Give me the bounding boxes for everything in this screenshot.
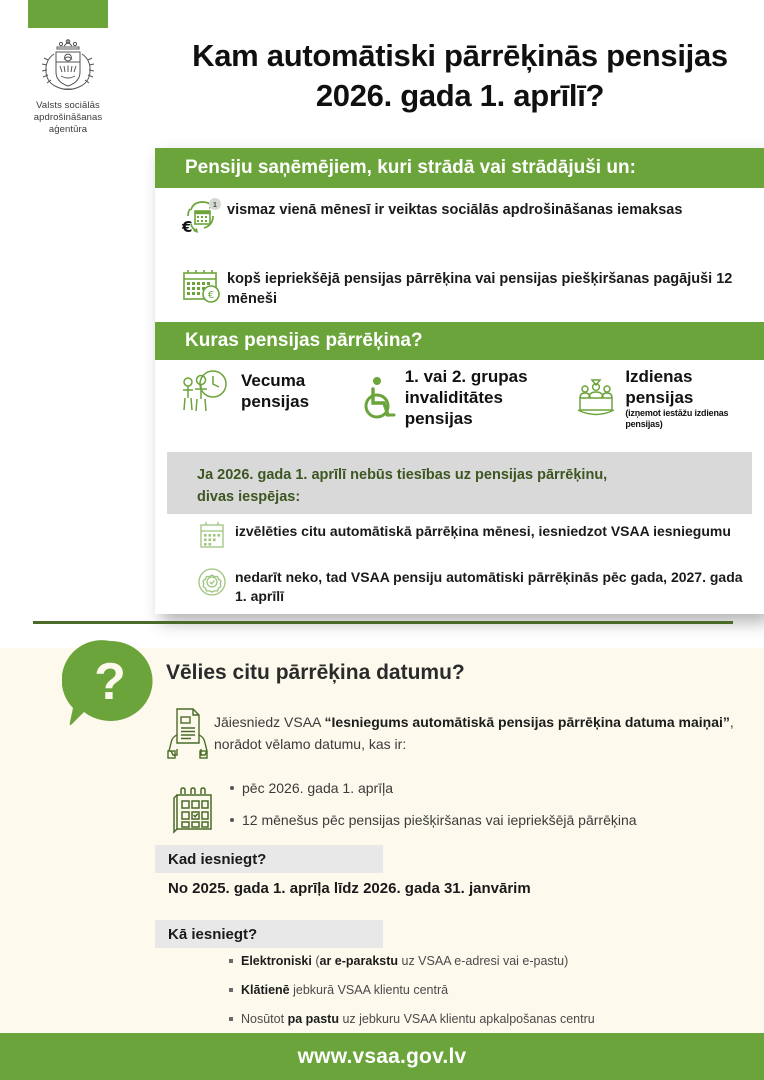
section-header-working-pensioners <box>155 148 764 188</box>
refresh-calendar-euro-icon <box>177 196 227 242</box>
section-header-which-pensions <box>155 322 764 360</box>
when-to-submit-answer: No 2025. gada 1. aprīļa līdz 2026. gada 31. janvārim <box>168 880 531 897</box>
gear-check-icon <box>189 566 235 598</box>
page-title: Kam automātiski pārrēķinās pensijas 2026. gada 1. aprīlī? <box>192 38 728 113</box>
calendar-euro-icon <box>177 265 227 307</box>
doc-text-bold: “Iesniegums automātiskā pensijas pārrēķina datuma maiņai” <box>324 714 730 730</box>
how-item-3-mid: Nosūtot <box>241 1012 288 1026</box>
pension-type-service-note: (izņemot iestāžu izdienas pensijas) <box>625 408 729 429</box>
how-to-item-1 <box>228 952 748 970</box>
pension-type-service <box>573 366 763 430</box>
when-to-submit-label <box>155 845 383 873</box>
date-option-2: 12 mēnešus pēc pensijas piešķiršanas vai iepriekšējā pārrēķina <box>228 810 637 830</box>
doc-text-part1: Jāiesniedz VSAA <box>214 714 325 730</box>
how-to-submit-label-text: Kā iesniegt? <box>168 925 258 943</box>
svg-text:?: ? <box>94 653 126 711</box>
logo-block <box>28 0 108 136</box>
requirement-item-2-text: kopš iepriekšējā pensijas pārrēķina vai pensijas piešķiršanas pagājuši 12 mēneši <box>227 271 733 307</box>
pension-type-disability <box>359 366 574 429</box>
how-item-1-bold2: ar e-parakstu <box>319 954 399 968</box>
application-instruction-text <box>214 705 740 755</box>
date-option-1: pēc 2026. gada 1. aprīļa <box>228 778 637 798</box>
hands-holding-document-icon <box>160 705 214 761</box>
how-item-3-bold2: pa pastu <box>287 1012 339 1026</box>
date-options-row <box>160 778 740 842</box>
application-instruction-row <box>160 705 740 761</box>
org-name <box>28 100 108 136</box>
option-item-1-text: izvēlēties citu automātiskā pārrēķina mēnesi, iesniedzot VSAA iesniegumu <box>235 523 731 539</box>
section-header-label-2: Kuras pensijas pārrēķina? <box>185 330 423 351</box>
when-to-submit-label-text: Kad iesniegt? <box>168 850 267 868</box>
latvia-coat-of-arms-icon <box>28 36 108 98</box>
svg-text:€: € <box>182 218 193 236</box>
org-name-line-1: Valsts sociālās <box>36 100 100 111</box>
options-heading-line-1: Ja 2026. gada 1. aprīlī nebūs tiesības uz pensijas pārrēķinu, <box>197 467 608 483</box>
requirement-item-2 <box>177 265 757 309</box>
pension-type-disability-label: 1. vai 2. grupas invaliditātes pensijas <box>404 367 528 428</box>
how-item-1-mid: ( <box>311 954 320 968</box>
options-heading-box <box>167 452 752 514</box>
org-name-line-2: apdrošināšanas <box>33 112 103 123</box>
calendar-icon <box>189 520 235 552</box>
how-to-submit-label <box>155 920 383 948</box>
how-to-item-3 <box>228 1010 748 1028</box>
footer-bar <box>0 1033 764 1080</box>
how-to-submit-list <box>228 952 748 1028</box>
people-group-icon <box>573 374 619 422</box>
date-options-list <box>228 778 637 842</box>
elderly-couple-clock-icon <box>177 366 235 416</box>
pension-type-old-age-label: Vecuma pensijas <box>241 371 310 411</box>
doc-text-part2: , norādot vēlamo datumu, kas ir: <box>214 714 734 752</box>
pension-types-row <box>163 366 763 430</box>
option-item-2 <box>189 566 744 606</box>
option-item-2-text: nedarīt neko, tad VSAA pensiju automātiski pārrēķinās pēc gada, 2027. gada 1. aprīlī <box>235 569 743 604</box>
main-info-card <box>155 148 764 614</box>
org-name-line-3: aģentūra <box>48 124 88 135</box>
wheelchair-icon <box>359 373 399 423</box>
svg-text:1: 1 <box>213 202 217 209</box>
section-divider <box>33 621 733 624</box>
how-item-1-bold1: Elektroniski <box>241 954 312 968</box>
pension-type-service-label: Izdienas pensijas (izņemot iestāžu izdienas pensijas) <box>619 366 763 430</box>
website-url[interactable]: www.vsaa.gov.lv <box>297 1044 467 1068</box>
change-date-heading: Vēlies citu pārrēķina datumu? <box>166 661 465 684</box>
requirement-item-1 <box>177 196 757 242</box>
brand-green-square <box>28 0 108 28</box>
pension-type-old-age <box>163 366 359 416</box>
how-item-2-bold1: Klātienē <box>241 983 290 997</box>
how-item-2-tail: jebkurā VSAA klientu centrā <box>289 983 449 997</box>
calendar-check-icon <box>160 778 228 838</box>
options-list-box <box>167 514 752 606</box>
option-item-1 <box>189 520 744 552</box>
how-item-3-tail: uz jebkuru VSAA klientu apkalpošanas centru <box>338 1012 595 1026</box>
section-header-label: Pensiju saņēmējiem, kuri strādā vai strādājuši un: <box>185 157 636 178</box>
how-to-item-2 <box>228 981 748 999</box>
options-heading-line-2: divas iespējas: <box>197 489 301 505</box>
requirement-item-1-text: vismaz vienā mēnesī ir veiktas sociālās apdrošināšanas iemaksas <box>227 202 683 218</box>
how-item-1-tail: uz VSAA e-adresi vai e-pastu) <box>398 954 569 968</box>
svg-text:€: € <box>207 290 215 301</box>
question-mark-bubble-icon <box>62 637 158 733</box>
